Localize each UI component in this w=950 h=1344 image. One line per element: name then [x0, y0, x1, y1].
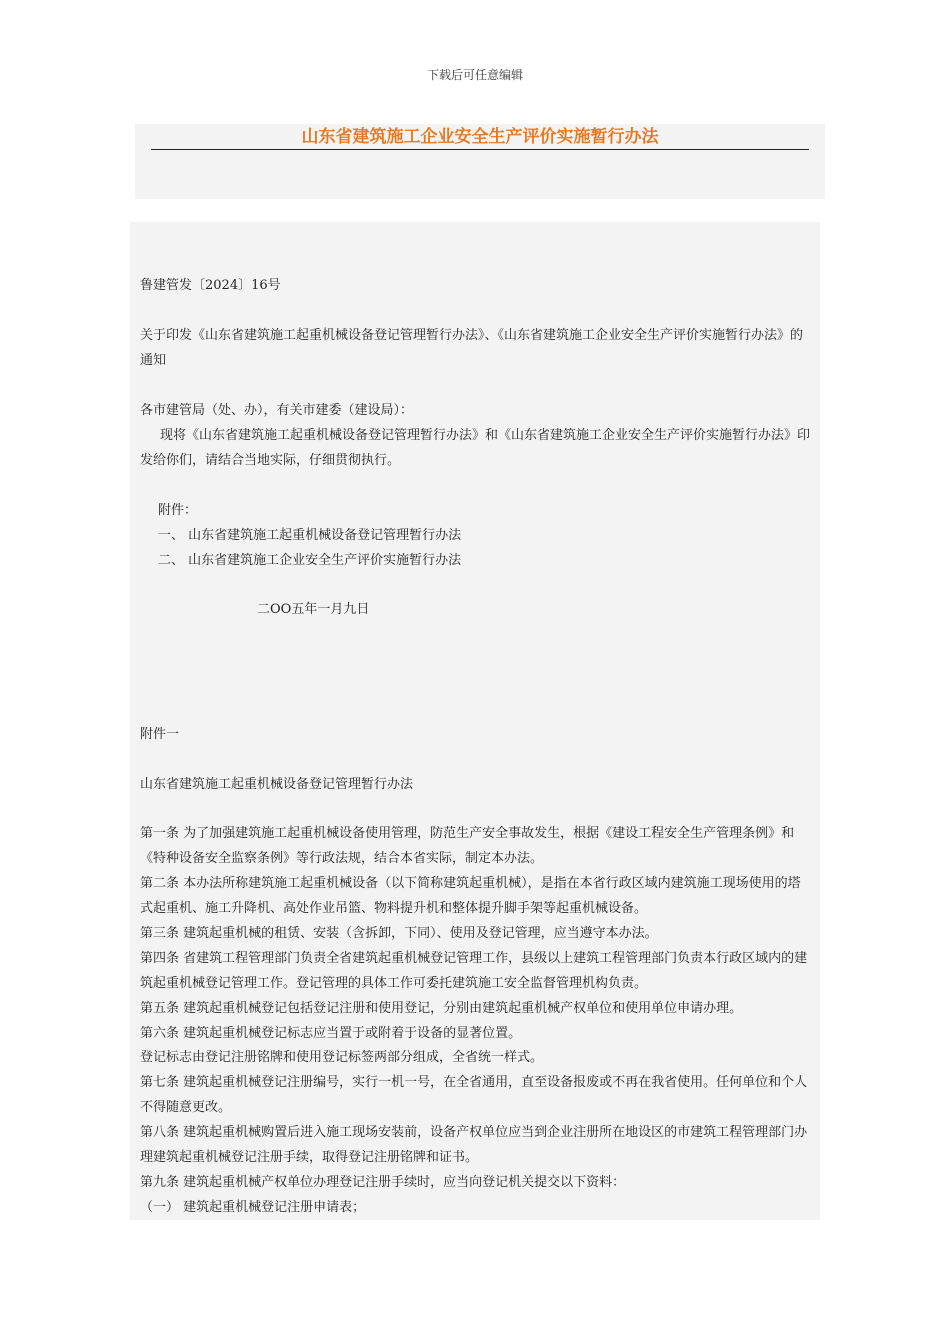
attachment-item: 二、 山东省建筑施工企业安全生产评价实施暂行办法	[158, 553, 462, 568]
article-6: 第六条 建筑起重机械登记标志应当置于或附着于设备的显著位置。	[140, 1026, 522, 1041]
attachment-item: 一、 山东省建筑施工起重机械设备登记管理暂行办法	[158, 528, 462, 543]
article-3: 第三条 建筑起重机械的租赁、安装（含拆卸，下同）、使用及登记管理，应当遵守本办法。	[140, 926, 658, 941]
addressee: 各市建管局（处、办），有关市建委（建设局）：	[140, 403, 414, 418]
notice-title: 关于印发《山东省建筑施工起重机械设备登记管理暂行办法》、《山东省建筑施工企业安全生产评价实施暂行办法》的通知	[140, 328, 804, 368]
doc-number: 鲁建管发〔2024〕16号	[140, 278, 281, 293]
article-1: 第一条 为了加强建筑施工起重机械设备使用管理，防范生产安全事故发生，根据《建设工程安全生产管理条例》和《特种设备安全监察条例》等行政法规，结合本省实际，制定本办法。	[140, 826, 795, 866]
article-8: 第八条 建筑起重机械购置后进入施工现场安装前，设备产权单位应当到企业注册所在地设区的市建筑工程管理部门办理建筑起重机械登记注册手续，取得登记注册铭牌和证书。	[140, 1125, 808, 1165]
article-7: 第七条 建筑起重机械登记注册编号，实行一机一号，在全省通用，直至设备报废或不再在我省使用。任何单位和个人不得随意更改。	[140, 1075, 808, 1115]
download-note: 下载后可任意编辑	[426, 68, 523, 82]
title-underline	[151, 149, 809, 150]
document-title: 山东省建筑施工企业安全生产评价实施暂行办法	[301, 127, 659, 147]
article-9-item-1: （一） 建筑起重机械登记注册申请表；	[140, 1200, 366, 1215]
article-5: 第五条 建筑起重机械登记包括登记注册和使用登记，分别由建筑起重机械产权单位和使用单位申请办理。	[140, 1001, 743, 1016]
issue-date: 二OO五年一月九日	[257, 602, 370, 617]
article-4: 第四条 省建筑工程管理部门负责全省建筑起重机械登记管理工作，县级以上建筑工程管理部门负责本行政区域内的建筑起重机械登记管理工作。登记管理的具体工作可委托建筑施工安全监督管理机构负责。	[140, 951, 808, 991]
appendix-label: 附件一	[140, 727, 180, 742]
attachments-label: 附件：	[158, 503, 198, 518]
article-2: 第二条 本办法所称建筑施工起重机械设备（以下简称建筑起重机械），是指在本省行政区域内建筑施工现场使用的塔式起重机、施工升降机、高处作业吊篮、物料提升机和整体提升脚手架等起重机械设备。	[140, 876, 801, 916]
appendix-title: 山东省建筑施工起重机械设备登记管理暂行办法	[140, 777, 414, 792]
article-9: 第九条 建筑起重机械产权单位办理登记注册手续时，应当向登记机关提交以下资料：	[140, 1175, 626, 1190]
content-panel	[130, 222, 820, 1220]
notice-body: 现将《山东省建筑施工起重机械设备登记管理暂行办法》和《山东省建筑施工企业安全生产评价实施暂行办法》印发给你们，请结合当地实际，仔细贯彻执行。	[140, 428, 811, 468]
article-6-note: 登记标志由登记注册铭牌和使用登记标签两部分组成，全省统一样式。	[140, 1050, 544, 1065]
title-panel	[135, 124, 825, 199]
